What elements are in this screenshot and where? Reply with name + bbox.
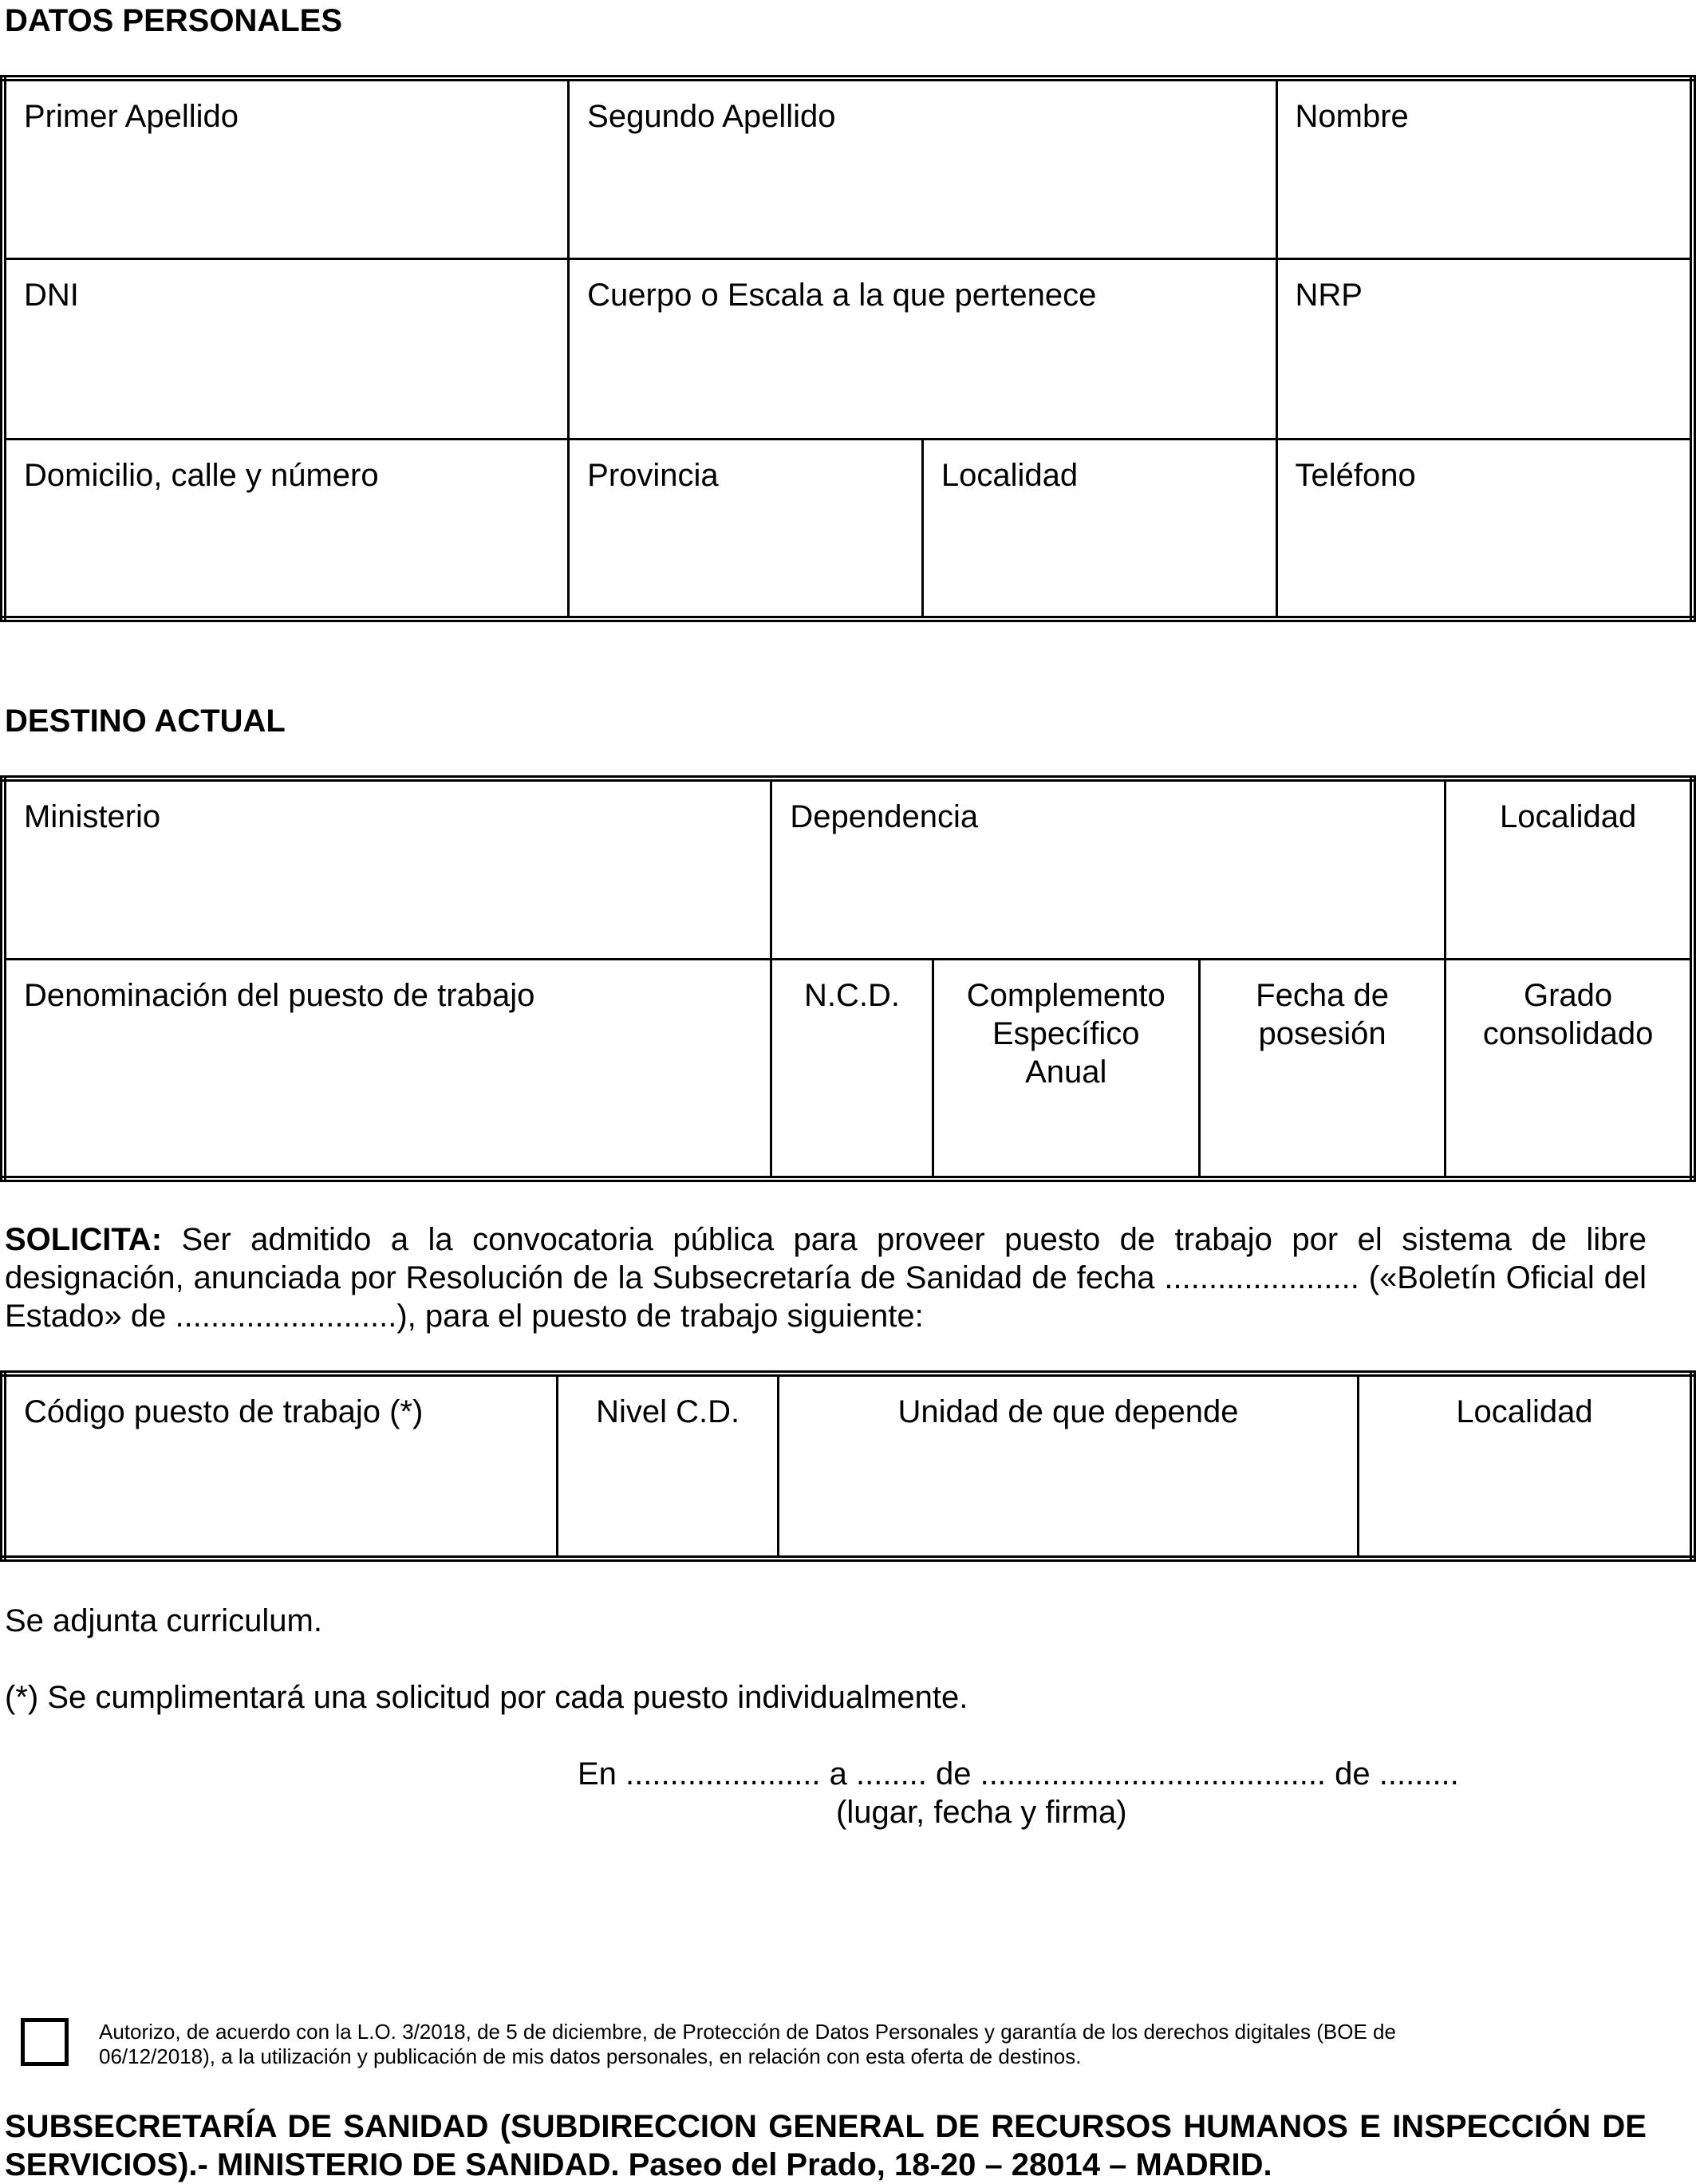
section-title-destino-actual: DESTINO ACTUAL bbox=[5, 704, 286, 739]
field-localidad[interactable]: Localidad bbox=[922, 439, 1276, 619]
field-ministerio[interactable]: Ministerio bbox=[3, 779, 771, 960]
signature-caption: (lugar, fecha y firma) bbox=[836, 1795, 1127, 1830]
field-nrp[interactable]: NRP bbox=[1276, 258, 1693, 439]
asterisk-note: (*) Se cumplimentará una solicitud por cada puesto individualmente. bbox=[5, 1680, 968, 1715]
solicita-label: SOLICITA: bbox=[5, 1222, 163, 1257]
field-primer-apellido[interactable]: Primer Apellido bbox=[3, 78, 569, 258]
field-complemento-especifico[interactable]: Complemento Específico Anual bbox=[933, 960, 1199, 1179]
requested-post-table bbox=[0, 1370, 1696, 1562]
consent-text: Autorizo, de acuerdo con la L.O. 3/2018, de 5 de diciembre, de Protección de Datos Personales y garantía de los derechos digitales (BOE de 06/12/2018), a la utilización y publicación de mis datos personales, en relación con esta oferta de destinos. bbox=[99, 2020, 1396, 2068]
solicita-paragraph bbox=[5, 1220, 1647, 1335]
field-ncd[interactable]: N.C.D. bbox=[771, 960, 933, 1179]
field-unidad-depende[interactable]: Unidad de que depende bbox=[779, 1374, 1359, 1559]
field-nivel-cd[interactable]: Nivel C.D. bbox=[558, 1374, 779, 1559]
footer-address: SUBSECRETARÍA DE SANIDAD (SUBDIRECCION GENERAL DE RECURSOS HUMANOS E INSPECCIÓN DE SERVICIOS).- MINISTERIO DE SANIDAD. Paseo del Prado, 18-20 – 28014 – MADRID. bbox=[5, 2109, 1647, 2182]
field-dependencia[interactable]: Dependencia bbox=[771, 779, 1446, 960]
field-nombre[interactable]: Nombre bbox=[1276, 78, 1693, 258]
field-telefono[interactable]: Teléfono bbox=[1276, 439, 1693, 619]
field-cuerpo-escala[interactable]: Cuerpo o Escala a la que pertenece bbox=[569, 258, 1276, 439]
field-fecha-posesion[interactable]: Fecha de posesión bbox=[1199, 960, 1445, 1179]
field-localidad-puesto[interactable]: Localidad bbox=[1358, 1374, 1693, 1559]
consent-checkbox[interactable] bbox=[21, 2018, 69, 2066]
field-codigo-puesto[interactable]: Código puesto de trabajo (*) bbox=[3, 1374, 558, 1559]
current-post-table bbox=[0, 775, 1696, 1182]
field-grado-consolidado[interactable]: Grado consolidado bbox=[1446, 960, 1693, 1179]
personal-data-table bbox=[0, 75, 1696, 622]
field-denominacion-puesto[interactable]: Denominación del puesto de trabajo bbox=[3, 960, 771, 1179]
field-dni[interactable]: DNI bbox=[3, 258, 569, 439]
field-domicilio[interactable]: Domicilio, calle y número bbox=[3, 439, 569, 619]
field-segundo-apellido[interactable]: Segundo Apellido bbox=[569, 78, 1276, 258]
field-localidad-destino[interactable]: Localidad bbox=[1446, 779, 1693, 960]
signature-line[interactable]: En ...................... a ........ de ....................................... de ......... bbox=[578, 1756, 1459, 1792]
field-provincia[interactable]: Provincia bbox=[569, 439, 923, 619]
section-title-datos-personales: DATOS PERSONALES bbox=[5, 3, 343, 38]
solicita-text: Ser admitido a la convocatoria pública para proveer puesto de trabajo por el sistema de libre designación, anunciada por Resolución de la Subsecretaría de Sanidad de fecha ...................... («Boletín Oficial del Estado» de .........................), para el puesto de trabajo siguiente: bbox=[5, 1222, 1647, 1334]
curriculum-note: Se adjunta curriculum. bbox=[5, 1603, 322, 1638]
